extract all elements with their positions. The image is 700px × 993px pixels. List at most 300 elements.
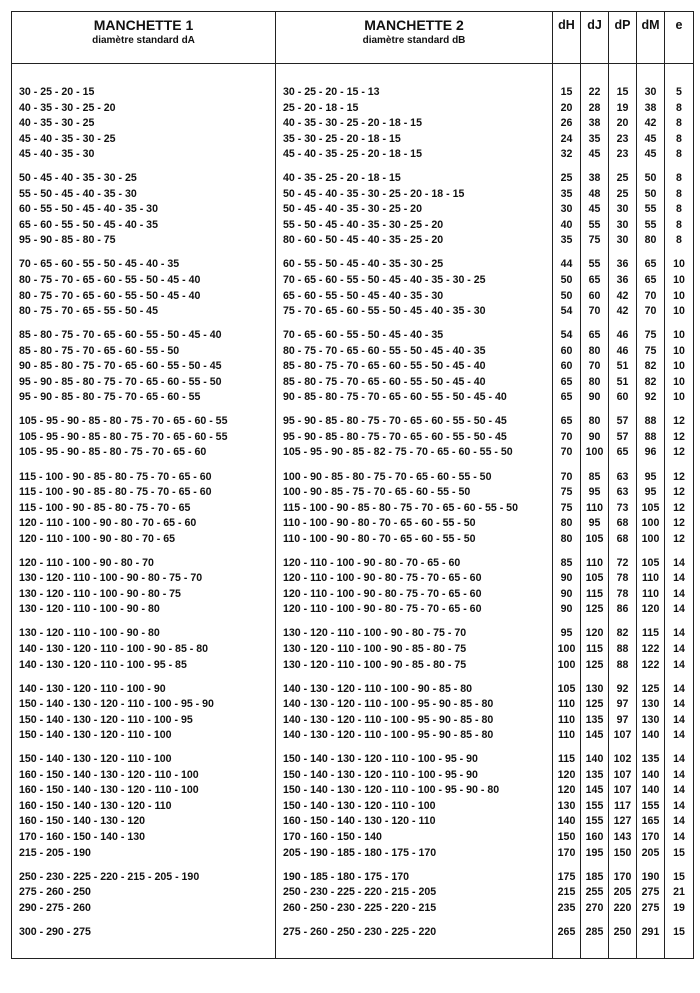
dp-cell: 60	[609, 390, 637, 406]
dp-cell: 46	[609, 328, 637, 344]
manchette1-cell: 40 - 35 - 30 - 25 - 20	[12, 101, 276, 117]
manchette2-cell: 150 - 140 - 130 - 120 - 110 - 100	[276, 799, 553, 815]
manchette1-cell: 40 - 35 - 30 - 25	[12, 116, 276, 132]
dj-cell: 145	[581, 783, 609, 799]
manchette2-cell: 120 - 110 - 100 - 90 - 80 - 75 - 70 - 65 - 60	[276, 571, 553, 587]
dm-cell: 45	[637, 132, 665, 148]
dm-cell: 190	[637, 870, 665, 886]
manchette2-cell: 50 - 45 - 40 - 35 - 30 - 25 - 20 - 18 - 15	[276, 187, 553, 203]
dh-cell: 90	[553, 602, 581, 618]
dj-cell: 135	[581, 768, 609, 784]
manchette2-cell: 130 - 120 - 110 - 100 - 90 - 85 - 80 - 75	[276, 642, 553, 658]
dh-cell: 15	[553, 85, 581, 101]
manchette2-cell: 150 - 140 - 130 - 120 - 110 - 100 - 95 - 90 - 80	[276, 783, 553, 799]
manchette2-cell: 100 - 90 - 85 - 80 - 75 - 70 - 65 - 60 - 55 - 50	[276, 470, 553, 486]
table-row	[12, 571, 694, 587]
dp-cell: 86	[609, 602, 637, 618]
group-spacer	[12, 64, 694, 86]
manchette1-cell: 105 - 95 - 90 - 85 - 80 - 75 - 70 - 65 - 60 - 55	[12, 430, 276, 446]
spacer-cell	[637, 744, 665, 753]
manchette1-cell: 150 - 140 - 130 - 120 - 110 - 100	[12, 752, 276, 768]
manchette2-title: MANCHETTE 2	[364, 17, 464, 33]
spacer-cell	[609, 861, 637, 870]
dp-cell: 127	[609, 814, 637, 830]
e-cell: 14	[665, 642, 694, 658]
manchette1-cell: 120 - 110 - 100 - 90 - 80 - 70 - 65	[12, 532, 276, 548]
dimension-table-sheet	[11, 11, 693, 987]
manchette2-cell: 35 - 30 - 25 - 20 - 18 - 15	[276, 132, 553, 148]
dh-cell: 105	[553, 682, 581, 698]
manchette2-cell: 120 - 110 - 100 - 90 - 80 - 75 - 70 - 65 - 60	[276, 602, 553, 618]
dp-cell: 51	[609, 359, 637, 375]
spacer-cell	[553, 916, 581, 925]
dj-cell: 48	[581, 187, 609, 203]
dm-cell: 122	[637, 642, 665, 658]
manchette1-cell: 85 - 80 - 75 - 70 - 65 - 60 - 55 - 50 - 45 - 40	[12, 328, 276, 344]
table-row	[12, 202, 694, 218]
e-cell: 14	[665, 814, 694, 830]
dp-cell: 30	[609, 202, 637, 218]
spacer-cell	[665, 744, 694, 753]
manchette2-cell: 50 - 45 - 40 - 35 - 30 - 25 - 20	[276, 202, 553, 218]
dh-cell: 110	[553, 697, 581, 713]
dh-cell: 70	[553, 430, 581, 446]
manchette1-subtitle: diamètre standard dA	[92, 35, 195, 46]
dp-cell: 107	[609, 768, 637, 784]
e-cell: 10	[665, 304, 694, 320]
manchette2-cell: 40 - 35 - 25 - 20 - 18 - 15	[276, 171, 553, 187]
manchette1-title: MANCHETTE 1	[93, 17, 194, 33]
spacer-cell	[276, 461, 553, 470]
manchette1-cell: 130 - 120 - 110 - 100 - 90 - 80	[12, 626, 276, 642]
table-row	[12, 101, 694, 117]
spacer-cell	[12, 163, 276, 172]
e-cell: 8	[665, 233, 694, 249]
spacer-cell	[665, 406, 694, 415]
manchette2-cell: 120 - 110 - 100 - 90 - 80 - 70 - 65 - 60	[276, 556, 553, 572]
manchette1-cell: 250 - 230 - 225 - 220 - 215 - 205 - 190	[12, 870, 276, 886]
e-cell: 14	[665, 571, 694, 587]
spacer-cell	[665, 861, 694, 870]
e-cell: 5	[665, 85, 694, 101]
e-cell: 14	[665, 768, 694, 784]
table-row	[12, 846, 694, 862]
spacer-cell	[553, 618, 581, 627]
dj-cell: 80	[581, 414, 609, 430]
spacer-cell	[609, 916, 637, 925]
spacer-cell	[276, 618, 553, 627]
e-cell: 12	[665, 501, 694, 517]
spacer-cell	[581, 744, 609, 753]
dm-cell: 275	[637, 885, 665, 901]
dh-cell: 75	[553, 485, 581, 501]
dh-cell: 65	[553, 375, 581, 391]
dj-cell: 45	[581, 202, 609, 218]
table-row	[12, 752, 694, 768]
dj-cell: 135	[581, 713, 609, 729]
manchette1-cell: 140 - 130 - 120 - 110 - 100 - 90 - 85 - 80	[12, 642, 276, 658]
group-spacer	[12, 618, 694, 627]
e-cell: 12	[665, 485, 694, 501]
manchette2-cell: 110 - 100 - 90 - 80 - 70 - 65 - 60 - 55 - 50	[276, 532, 553, 548]
spacer-cell	[609, 461, 637, 470]
manchette2-cell: 150 - 140 - 130 - 120 - 110 - 100 - 95 - 90	[276, 768, 553, 784]
manchette1-cell: 120 - 110 - 100 - 90 - 80 - 70 - 65 - 60	[12, 516, 276, 532]
manchette1-cell: 130 - 120 - 110 - 100 - 90 - 80 - 75	[12, 587, 276, 603]
dh-cell: 26	[553, 116, 581, 132]
dj-cell: 160	[581, 830, 609, 846]
spacer-cell	[12, 916, 276, 925]
e-cell: 14	[665, 830, 694, 846]
table-row	[12, 799, 694, 815]
dj-cell: 125	[581, 602, 609, 618]
dp-cell: 72	[609, 556, 637, 572]
dm-cell: 120	[637, 602, 665, 618]
dp-cell: 107	[609, 783, 637, 799]
manchette1-cell: 160 - 150 - 140 - 130 - 120 - 110 - 100	[12, 783, 276, 799]
table-row	[12, 414, 694, 430]
dp-cell: 42	[609, 304, 637, 320]
manchette1-cell: 105 - 95 - 90 - 85 - 80 - 75 - 70 - 65 - 60	[12, 445, 276, 461]
manchette2-cell: 25 - 20 - 18 - 15	[276, 101, 553, 117]
manchette1-cell: 160 - 150 - 140 - 130 - 120 - 110	[12, 799, 276, 815]
dh-cell: 175	[553, 870, 581, 886]
manchette2-cell: 60 - 55 - 50 - 45 - 40 - 35 - 30 - 25	[276, 257, 553, 273]
dm-cell: 65	[637, 273, 665, 289]
dj-cell: 100	[581, 445, 609, 461]
dj-cell: 110	[581, 556, 609, 572]
dj-cell: 45	[581, 147, 609, 163]
e-cell: 10	[665, 344, 694, 360]
e-cell: 15	[665, 846, 694, 862]
e-cell: 10	[665, 273, 694, 289]
dp-cell: 36	[609, 257, 637, 273]
manchette2-cell: 75 - 70 - 65 - 60 - 55 - 50 - 45 - 40 - 35 - 30	[276, 304, 553, 320]
spacer-cell	[581, 940, 609, 959]
dm-cell: 70	[637, 304, 665, 320]
spacer-cell	[637, 547, 665, 556]
spacer-cell	[276, 744, 553, 753]
table-row	[12, 532, 694, 548]
spacer-cell	[581, 916, 609, 925]
group-spacer	[12, 744, 694, 753]
dh-cell: 90	[553, 571, 581, 587]
dm-cell: 100	[637, 532, 665, 548]
manchette2-cell: 190 - 185 - 180 - 175 - 170	[276, 870, 553, 886]
spacer-cell	[276, 673, 553, 682]
dm-cell: 65	[637, 257, 665, 273]
e-cell: 14	[665, 587, 694, 603]
spacer-cell	[581, 547, 609, 556]
dm-cell: 70	[637, 289, 665, 305]
dp-cell: 143	[609, 830, 637, 846]
e-cell: 14	[665, 728, 694, 744]
manchette2-cell: 160 - 150 - 140 - 130 - 120 - 110	[276, 814, 553, 830]
table-row	[12, 375, 694, 391]
dm-cell: 82	[637, 375, 665, 391]
spacer-cell	[637, 163, 665, 172]
dj-cell: 60	[581, 289, 609, 305]
dm-cell: 55	[637, 218, 665, 234]
spacer-cell	[665, 249, 694, 258]
dp-cell: 30	[609, 233, 637, 249]
manchette1-cell: 45 - 40 - 35 - 30 - 25	[12, 132, 276, 148]
table-row	[12, 116, 694, 132]
manchette1-cell: 160 - 150 - 140 - 130 - 120	[12, 814, 276, 830]
dj-cell: 155	[581, 799, 609, 815]
group-spacer	[12, 861, 694, 870]
dm-cell: 88	[637, 414, 665, 430]
dm-cell: 92	[637, 390, 665, 406]
spacer-cell	[665, 618, 694, 627]
manchette1-cell: 45 - 40 - 35 - 30	[12, 147, 276, 163]
table-row	[12, 830, 694, 846]
dm-cell: 135	[637, 752, 665, 768]
dm-cell: 155	[637, 799, 665, 815]
manchette1-cell: 95 - 90 - 85 - 80 - 75	[12, 233, 276, 249]
spacer-cell	[581, 461, 609, 470]
dm-cell: 38	[637, 101, 665, 117]
dj-cell: 38	[581, 116, 609, 132]
table-row	[12, 658, 694, 674]
manchette1-cell: 30 - 25 - 20 - 15	[12, 85, 276, 101]
dm-cell: 95	[637, 485, 665, 501]
dm-cell: 291	[637, 925, 665, 941]
spacer-cell	[276, 163, 553, 172]
spacer-cell	[665, 547, 694, 556]
e-cell: 12	[665, 445, 694, 461]
dh-cell: 65	[553, 414, 581, 430]
e-cell: 12	[665, 414, 694, 430]
e-cell: 8	[665, 116, 694, 132]
dh-cell: 80	[553, 516, 581, 532]
spacer-cell	[553, 940, 581, 959]
manchette2-cell: 140 - 130 - 120 - 110 - 100 - 95 - 90 - 85 - 80	[276, 713, 553, 729]
manchette2-cell: 130 - 120 - 110 - 100 - 90 - 85 - 80 - 75	[276, 658, 553, 674]
e-cell: 8	[665, 187, 694, 203]
manchette1-cell: 55 - 50 - 45 - 40 - 35 - 30	[12, 187, 276, 203]
spacer-cell	[665, 163, 694, 172]
e-cell: 14	[665, 658, 694, 674]
manchette2-cell: 140 - 130 - 120 - 110 - 100 - 90 - 85 - 80	[276, 682, 553, 698]
spacer-cell	[581, 320, 609, 329]
table-row	[12, 85, 694, 101]
manchette1-cell: 80 - 75 - 70 - 65 - 60 - 55 - 50 - 45 - 40	[12, 273, 276, 289]
spacer-cell	[609, 320, 637, 329]
dj-cell: 195	[581, 846, 609, 862]
dh-cell: 54	[553, 304, 581, 320]
dj-cell: 80	[581, 375, 609, 391]
spacer-cell	[12, 547, 276, 556]
dh-cell: 50	[553, 273, 581, 289]
dh-cell: 30	[553, 202, 581, 218]
group-spacer	[12, 547, 694, 556]
spacer-cell	[12, 406, 276, 415]
spacer-cell	[637, 618, 665, 627]
manchette1-cell: 160 - 150 - 140 - 130 - 120 - 110 - 100	[12, 768, 276, 784]
spacer-cell	[637, 940, 665, 959]
manchette1-cell: 65 - 60 - 55 - 50 - 45 - 40 - 35	[12, 218, 276, 234]
manchette-table	[11, 11, 694, 959]
spacer-cell	[665, 64, 694, 86]
dh-cell: 32	[553, 147, 581, 163]
dj-cell: 22	[581, 85, 609, 101]
spacer-cell	[665, 916, 694, 925]
spacer-cell	[609, 673, 637, 682]
table-row	[12, 445, 694, 461]
spacer-cell	[553, 461, 581, 470]
dh-cell: 70	[553, 445, 581, 461]
spacer-cell	[553, 406, 581, 415]
dm-cell: 75	[637, 328, 665, 344]
table-row	[12, 697, 694, 713]
manchette2-cell: 205 - 190 - 185 - 180 - 175 - 170	[276, 846, 553, 862]
dj-cell: 130	[581, 682, 609, 698]
spacer-cell	[553, 547, 581, 556]
dm-cell: 130	[637, 713, 665, 729]
dj-cell: 115	[581, 587, 609, 603]
dp-cell: 88	[609, 642, 637, 658]
dp-cell: 150	[609, 846, 637, 862]
dp-cell: 97	[609, 713, 637, 729]
group-spacer	[12, 320, 694, 329]
dp-cell: 46	[609, 344, 637, 360]
dp-cell: 78	[609, 571, 637, 587]
dj-cell: 125	[581, 697, 609, 713]
dh-cell: 24	[553, 132, 581, 148]
table-row	[12, 602, 694, 618]
dm-cell: 100	[637, 516, 665, 532]
e-cell: 12	[665, 470, 694, 486]
spacer-cell	[637, 320, 665, 329]
dh-cell: 75	[553, 501, 581, 517]
spacer-cell	[637, 861, 665, 870]
dh-cell: 35	[553, 233, 581, 249]
dm-cell: 50	[637, 187, 665, 203]
dh-cell: 60	[553, 344, 581, 360]
spacer-cell	[276, 406, 553, 415]
table-row	[12, 901, 694, 917]
dj-cell: 105	[581, 571, 609, 587]
manchette1-cell: 80 - 75 - 70 - 65 - 60 - 55 - 50 - 45 - 40	[12, 289, 276, 305]
e-cell: 10	[665, 257, 694, 273]
col-header-dm: dM	[637, 12, 665, 64]
manchette2-cell: 110 - 100 - 90 - 80 - 70 - 65 - 60 - 55 - 50	[276, 516, 553, 532]
dm-cell: 115	[637, 626, 665, 642]
dj-cell: 28	[581, 101, 609, 117]
dp-cell: 220	[609, 901, 637, 917]
spacer-cell	[581, 861, 609, 870]
dp-cell: 68	[609, 516, 637, 532]
table-row	[12, 783, 694, 799]
manchette1-cell: 290 - 275 - 260	[12, 901, 276, 917]
dh-cell: 50	[553, 289, 581, 305]
manchette2-cell: 65 - 60 - 55 - 50 - 45 - 40 - 35 - 30	[276, 289, 553, 305]
manchette2-cell: 250 - 230 - 225 - 220 - 215 - 205	[276, 885, 553, 901]
e-cell: 10	[665, 375, 694, 391]
dm-cell: 122	[637, 658, 665, 674]
dj-cell: 105	[581, 532, 609, 548]
table-row	[12, 885, 694, 901]
spacer-cell	[276, 547, 553, 556]
spacer-cell	[553, 320, 581, 329]
table-row	[12, 328, 694, 344]
manchette1-cell: 140 - 130 - 120 - 110 - 100 - 95 - 85	[12, 658, 276, 674]
spacer-cell	[12, 64, 276, 86]
e-cell: 8	[665, 171, 694, 187]
table-row	[12, 273, 694, 289]
dm-cell: 96	[637, 445, 665, 461]
spacer-cell	[637, 461, 665, 470]
dp-cell: 30	[609, 218, 637, 234]
dm-cell: 82	[637, 359, 665, 375]
manchette1-cell: 300 - 290 - 275	[12, 925, 276, 941]
manchette2-cell: 90 - 85 - 80 - 75 - 70 - 65 - 60 - 55 - 50 - 45 - 40	[276, 390, 553, 406]
dj-cell: 270	[581, 901, 609, 917]
dj-cell: 145	[581, 728, 609, 744]
table-row	[12, 587, 694, 603]
e-cell: 14	[665, 602, 694, 618]
dp-cell: 68	[609, 532, 637, 548]
manchette1-cell: 150 - 140 - 130 - 120 - 110 - 100	[12, 728, 276, 744]
spacer-cell	[665, 673, 694, 682]
manchette2-cell: 40 - 35 - 30 - 25 - 20 - 18 - 15	[276, 116, 553, 132]
manchette1-cell: 50 - 45 - 40 - 35 - 30 - 25	[12, 171, 276, 187]
dm-cell: 95	[637, 470, 665, 486]
manchette2-cell: 100 - 90 - 85 - 75 - 70 - 65 - 60 - 55 - 50	[276, 485, 553, 501]
manchette1-cell: 70 - 65 - 60 - 55 - 50 - 45 - 40 - 35	[12, 257, 276, 273]
dp-cell: 102	[609, 752, 637, 768]
spacer-cell	[581, 249, 609, 258]
dh-cell: 60	[553, 359, 581, 375]
spacer-cell	[12, 744, 276, 753]
e-cell: 12	[665, 430, 694, 446]
group-spacer	[12, 406, 694, 415]
e-cell: 10	[665, 390, 694, 406]
table-row	[12, 430, 694, 446]
manchette2-cell: 95 - 90 - 85 - 80 - 75 - 70 - 65 - 60 - 55 - 50 - 45	[276, 430, 553, 446]
dm-cell: 170	[637, 830, 665, 846]
dj-cell: 70	[581, 304, 609, 320]
manchette1-cell: 95 - 90 - 85 - 80 - 75 - 70 - 65 - 60 - 55 - 50	[12, 375, 276, 391]
manchette1-cell: 150 - 140 - 130 - 120 - 110 - 100 - 95 - 90	[12, 697, 276, 713]
manchette1-cell: 115 - 100 - 90 - 85 - 80 - 75 - 70 - 65	[12, 501, 276, 517]
dh-cell: 95	[553, 626, 581, 642]
spacer-cell	[12, 861, 276, 870]
dh-cell: 80	[553, 532, 581, 548]
manchette1-cell: 170 - 160 - 150 - 140 - 130	[12, 830, 276, 846]
table-row	[12, 304, 694, 320]
dh-cell: 100	[553, 658, 581, 674]
spacer-cell	[553, 861, 581, 870]
dj-cell: 90	[581, 430, 609, 446]
e-cell: 14	[665, 626, 694, 642]
dp-cell: 25	[609, 171, 637, 187]
manchette2-cell: 85 - 80 - 75 - 70 - 65 - 60 - 55 - 50 - 45 - 40	[276, 375, 553, 391]
manchette1-header	[12, 12, 276, 64]
group-spacer	[12, 163, 694, 172]
header-row	[12, 12, 694, 64]
dj-cell: 285	[581, 925, 609, 941]
e-cell: 8	[665, 101, 694, 117]
table-row	[12, 768, 694, 784]
spacer-cell	[276, 64, 553, 86]
manchette2-cell: 30 - 25 - 20 - 15 - 13	[276, 85, 553, 101]
manchette2-cell: 150 - 140 - 130 - 120 - 110 - 100 - 95 - 90	[276, 752, 553, 768]
table-row	[12, 485, 694, 501]
spacer-cell	[581, 163, 609, 172]
spacer-cell	[637, 249, 665, 258]
